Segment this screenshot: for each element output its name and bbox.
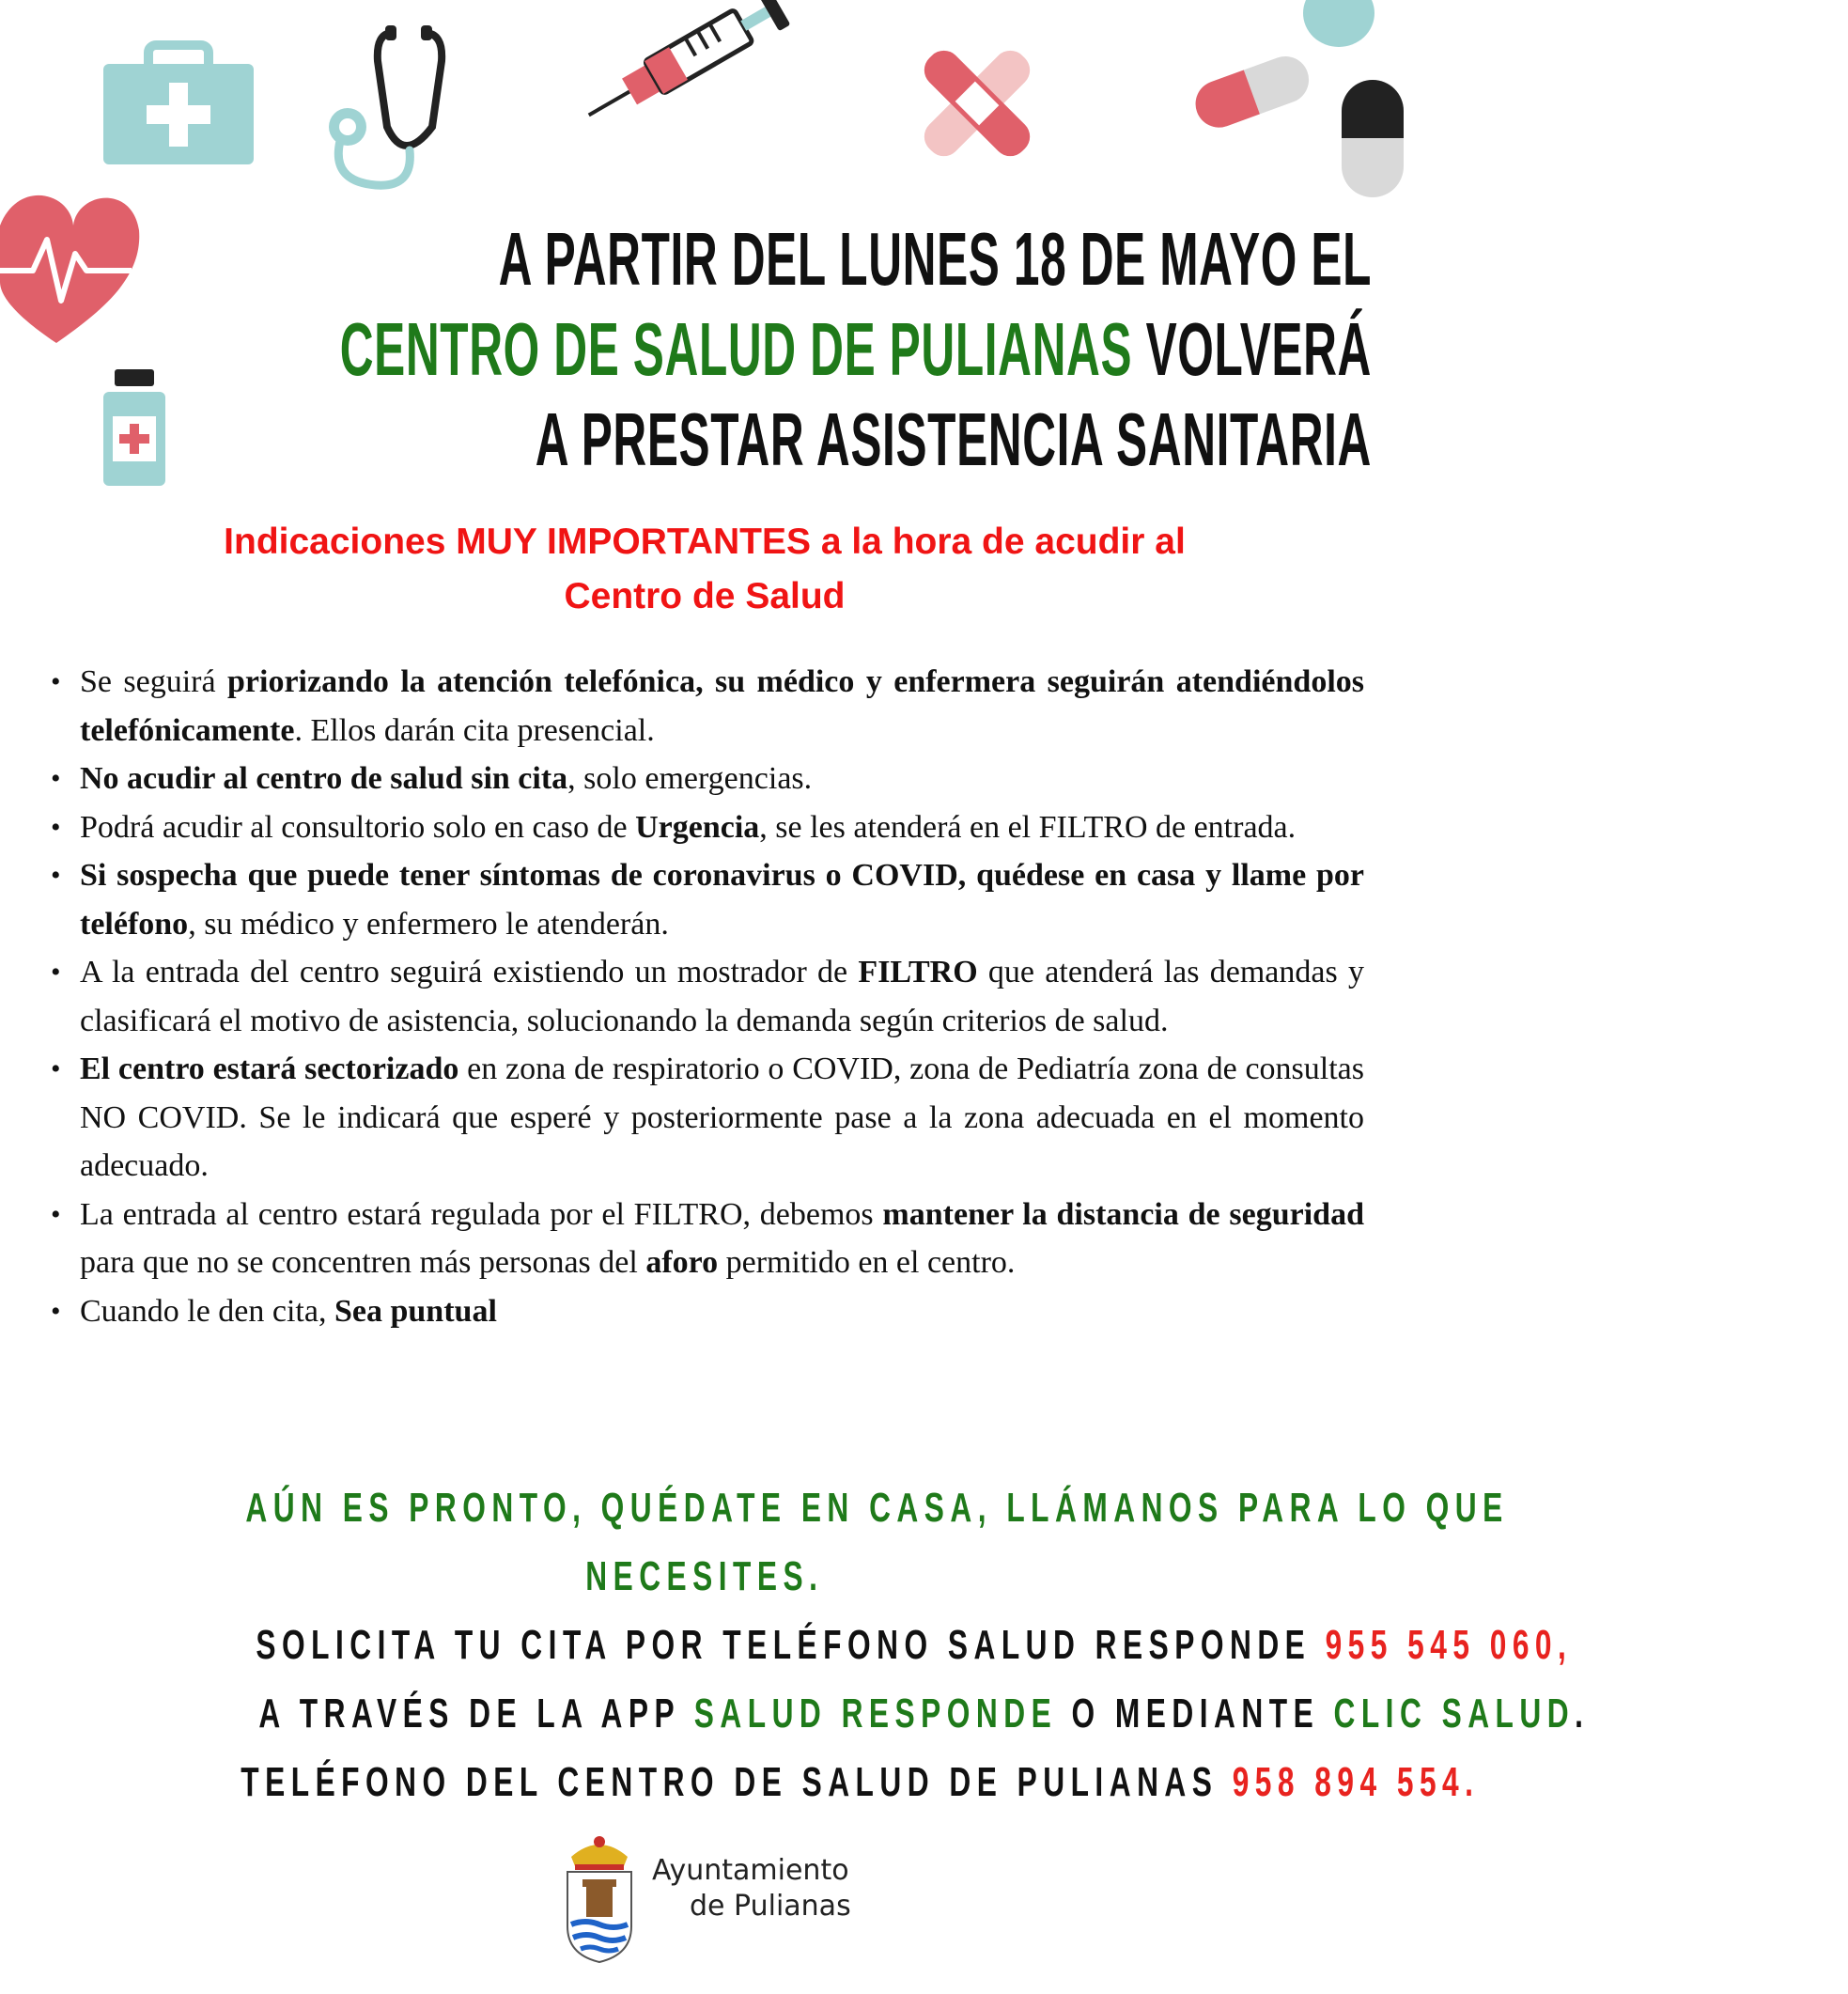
logo-text: [652, 1853, 851, 1924]
coat-of-arms-icon: [562, 1832, 637, 1964]
salud-responde-phone: 955 545 060: [1325, 1622, 1559, 1668]
subtitle: [56, 515, 1353, 624]
instruction-emphasis: No acudir al centro de salud sin cita: [80, 761, 568, 796]
instruction-text: , solo emergencias.: [567, 761, 813, 796]
instruction-item: [49, 1287, 1364, 1336]
instruction-emphasis: mantener la distancia de seguridad: [882, 1196, 1364, 1232]
logo-line-2: de Pulianas: [690, 1890, 851, 1923]
instruction-item: [49, 658, 1364, 755]
clic-salud: CLIC SALUD: [1333, 1690, 1576, 1737]
app-name: SALUD RESPONDE: [693, 1690, 1058, 1737]
center-phone-line: [0, 1759, 1480, 1806]
subtitle-line-1: Indicaciones MUY IMPORTANTES a la hora de acudir al: [224, 522, 1186, 562]
stethoscope-icon: [319, 23, 498, 197]
subtitle-line-2: Centro de Salud: [564, 576, 846, 616]
instruction-item: [49, 1191, 1364, 1287]
instructions-list: [49, 658, 1364, 1335]
instruction-emphasis: aforo: [645, 1245, 719, 1280]
instruction-text: permitido en el centro.: [718, 1245, 1016, 1280]
request-suffix: ,: [1558, 1622, 1573, 1668]
headline-line-2: [148, 304, 1372, 395]
instruction-text: , se les atenderá en el FILTRO de entrada.: [759, 809, 1297, 845]
center-phone-label: TELÉFONO DEL CENTRO DE SALUD DE PULIANAS: [241, 1759, 1233, 1805]
instruction-item: [49, 948, 1364, 1045]
center-phone: 958 894 554: [1232, 1759, 1466, 1805]
headline: [148, 214, 1372, 485]
instruction-item: [49, 803, 1364, 852]
stay-home-line-2: NECESITES.: [585, 1553, 824, 1599]
instruction-emphasis: El centro estará sectorizado: [80, 1052, 459, 1086]
teal-pill-icon: [1301, 0, 1376, 52]
app-line: [0, 1690, 1590, 1737]
request-prefix: SOLICITA TU CITA POR TELÉFONO SALUD RESPONDE: [256, 1622, 1326, 1668]
app-middle: O MEDIANTE: [1057, 1690, 1334, 1737]
instruction-emphasis: FILTRO: [858, 955, 978, 989]
instruction-text: La entrada al centro estará regulada por el FILTRO, debemos: [80, 1196, 883, 1232]
headline-line-3: A PRESTAR ASISTENCIA SANITARIA: [535, 397, 1372, 481]
stay-home-line-1: AÚN ES PRONTO, QUÉDATE EN CASA, LLÁMANOS PARA LO QUE: [245, 1485, 1509, 1531]
headline-line-1: A PARTIR DEL LUNES 18 DE MAYO EL: [498, 217, 1372, 301]
instruction-text: , su médico y enfermero le atenderán.: [188, 906, 669, 942]
instruction-emphasis: Urgencia: [635, 809, 760, 845]
center-phone-suffix: .: [1465, 1759, 1480, 1805]
instruction-item: [49, 755, 1364, 803]
instruction-item: [49, 851, 1364, 948]
black-capsule-icon: [1334, 80, 1409, 197]
instruction-emphasis: Si sospecha que puede tener síntomas de coronavirus o COVID, quédese en casa y llame por teléfono: [80, 858, 1364, 942]
instruction-emphasis: priorizando la atención telefónica, su médico y enfermera seguirán atendiéndolos telefónicamente: [80, 664, 1364, 748]
headline-line-2-rest: VOLVERÁ: [1132, 307, 1372, 391]
instruction-text: Se seguirá: [80, 664, 228, 699]
capsule-pill-icon: [1188, 52, 1315, 132]
instruction-text: Cuando le den cita,: [80, 1293, 334, 1329]
app-prefix: A TRAVÉS DE LA APP: [258, 1690, 694, 1737]
instruction-text: en zona de respiratorio o COVID, zona de Pediatría zona de consultas NO COVID. Se le indicará que esperé y posteriormente pase a la zona adecuada en el momento adecuado.: [80, 1052, 1364, 1183]
instruction-item: [49, 1045, 1364, 1191]
instruction-emphasis: Sea puntual: [334, 1293, 497, 1329]
bandage-icon: [911, 38, 1043, 169]
logo-line-1: Ayuntamiento: [652, 1854, 849, 1887]
first-aid-kit-icon: [103, 38, 254, 164]
request-appointment-line: [0, 1622, 1573, 1669]
instruction-text: que atenderá las demandas y clasificará el motivo de asistencia, solucionando la demanda según criterios de salud.: [80, 955, 1364, 1038]
instruction-text: . Ellos darán cita presencial.: [294, 712, 655, 748]
ayuntamiento-logo: [562, 1832, 862, 1964]
instruction-text: A la entrada del centro seguirá existiendo un mostrador de: [80, 955, 859, 989]
instruction-text: Podrá acudir al consultorio solo en caso de: [80, 809, 636, 845]
health-center-name: CENTRO DE SALUD DE PULIANAS: [339, 307, 1133, 391]
app-suffix: .: [1575, 1690, 1590, 1737]
syringe-icon: [564, 0, 817, 113]
instruction-text: para que no se concentren más personas del: [80, 1245, 646, 1280]
heart-pulse-icon: [0, 188, 146, 348]
